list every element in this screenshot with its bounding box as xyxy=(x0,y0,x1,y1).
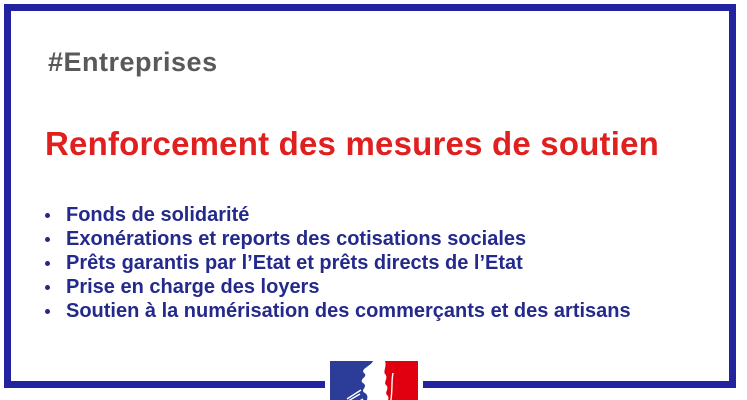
list-item-label: Fonds de solidarité xyxy=(66,204,250,226)
bullet-icon xyxy=(45,285,50,290)
list-item-label: Exonérations et reports des cotisations sociales xyxy=(66,228,527,250)
page-title: Renforcement des mesures de soutien xyxy=(45,125,660,162)
list-item-label: Prêts garantis par l’Etat et prêts directs de l’Etat xyxy=(66,252,523,274)
list-item xyxy=(42,227,702,251)
list-item xyxy=(42,203,702,227)
list-item-label: Prise en charge des loyers xyxy=(66,276,320,298)
measures-list xyxy=(42,203,702,323)
list-item xyxy=(42,299,702,323)
french-government-logo xyxy=(325,361,423,400)
bullet-icon xyxy=(45,261,50,266)
list-item xyxy=(42,251,702,275)
list-item xyxy=(42,275,702,299)
marianne-icon xyxy=(330,361,418,400)
bullet-icon xyxy=(45,237,50,242)
bullet-icon xyxy=(45,213,50,218)
list-item-label: Soutien à la numérisation des commerçants et des artisans xyxy=(66,300,631,322)
bullet-icon xyxy=(45,309,50,314)
hashtag-label: #Entreprises xyxy=(48,47,218,77)
